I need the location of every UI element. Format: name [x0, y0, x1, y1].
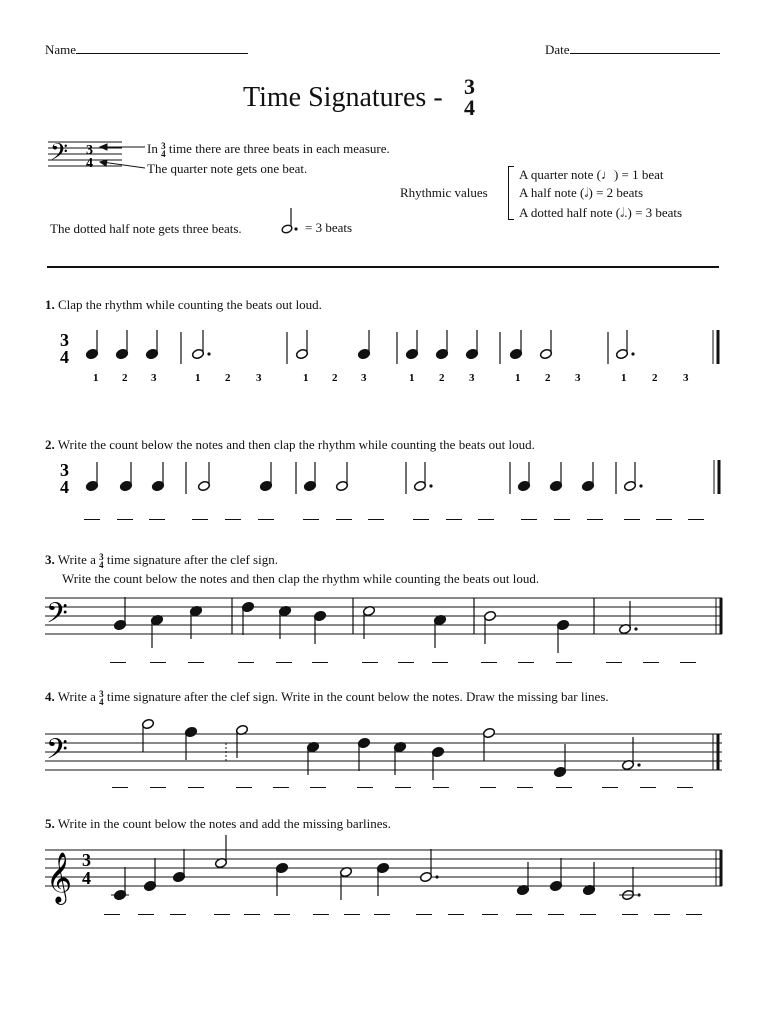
exercise-3-staff — [0, 588, 768, 648]
date-label: Date — [545, 42, 570, 57]
count-label: 2 — [332, 372, 338, 384]
count-blank[interactable] — [432, 662, 448, 663]
count-label: 1 — [303, 372, 309, 384]
exercise-3-text-post: time signature after the clef sign. — [106, 552, 278, 567]
exercise-5-instructions — [45, 817, 391, 830]
count-blank[interactable] — [170, 914, 186, 915]
title-ts-bottom: 4 — [464, 95, 475, 120]
title-text: Time Signatures - — [243, 82, 443, 113]
count-blank[interactable] — [677, 787, 693, 788]
note-dot — [637, 763, 640, 766]
treble-clef-icon: 𝄞 — [46, 853, 73, 902]
rhythmic-value-quarter — [519, 168, 664, 181]
exercise-3-instructions-2: Write the count below the notes and then clap the rhythm while counting the beats out loud. — [62, 571, 540, 586]
count-blank[interactable] — [117, 519, 133, 520]
name-label: Name — [45, 42, 77, 57]
exercise-3-instructions — [45, 553, 278, 569]
count-blank[interactable] — [480, 787, 496, 788]
count-label: 1 — [515, 372, 521, 384]
count-blank[interactable] — [104, 914, 120, 915]
title-ts-top: 3 — [464, 74, 475, 99]
count-label: 2 — [225, 372, 231, 384]
count-blank[interactable] — [310, 787, 326, 788]
count-label: 2 — [545, 372, 551, 384]
exercise-4-inline-ts — [99, 690, 104, 706]
count-blank[interactable] — [622, 914, 638, 915]
count-blank[interactable] — [518, 662, 534, 663]
count-blank[interactable] — [521, 519, 537, 520]
date-field[interactable] — [545, 42, 720, 56]
count-label: 2 — [439, 372, 445, 384]
count-blank[interactable] — [110, 662, 126, 663]
count-blank[interactable] — [274, 914, 290, 915]
inline-ts-bottom: 4 — [161, 149, 166, 160]
count-blank[interactable] — [556, 787, 572, 788]
count-blank[interactable] — [395, 787, 411, 788]
half-note-icon: 𝅗𝅥 — [584, 185, 589, 200]
bass-clef-icon: 𝄢 — [50, 138, 69, 171]
time-signature-top: 3 — [60, 330, 69, 350]
exercise-4-number: 4. — [45, 689, 55, 704]
rv-quarter-pre: A quarter note ( — [519, 167, 601, 182]
date-blank[interactable] — [570, 42, 720, 54]
note-dot — [634, 627, 637, 630]
time-signature-top: 3 — [82, 850, 91, 870]
count-blank[interactable] — [188, 787, 204, 788]
count-blank[interactable] — [214, 914, 230, 915]
count-blank[interactable] — [258, 519, 274, 520]
exercise-1-number: 1. — [45, 297, 55, 312]
count-blank[interactable] — [482, 914, 498, 915]
count-blank[interactable] — [236, 787, 252, 788]
exercise-5-number: 5. — [45, 816, 55, 831]
intro-line-1 — [147, 142, 390, 158]
count-label: 3 — [256, 372, 262, 384]
count-blank[interactable] — [688, 519, 704, 520]
count-blank[interactable] — [656, 519, 672, 520]
note-dot — [639, 484, 642, 487]
rhythmic-values-bracket — [508, 166, 514, 220]
quarter-note-icon: ♩ — [600, 167, 614, 182]
count-blank[interactable] — [313, 914, 329, 915]
rv-quarter-post: ) = 1 beat — [613, 167, 664, 182]
count-label: 1 — [409, 372, 415, 384]
note-dot — [631, 352, 634, 355]
e3-ts-top: 3 — [99, 552, 104, 563]
bass-clef-icon: 𝄢 — [46, 735, 68, 772]
count-blank[interactable] — [225, 519, 241, 520]
e3-ts-bottom: 4 — [99, 560, 104, 571]
count-blank[interactable] — [602, 787, 618, 788]
count-blank[interactable] — [624, 519, 640, 520]
count-blank[interactable] — [192, 519, 208, 520]
count-blank[interactable] — [587, 519, 603, 520]
count-label: 1 — [195, 372, 201, 384]
exercise-4-text-post: time signature after the clef sign. Write in the count below the notes. Draw the missing bar lines. — [106, 689, 609, 704]
rv-half-post: ) = 2 beats — [588, 185, 644, 200]
time-signature-top: 3 — [60, 460, 69, 480]
count-blank[interactable] — [398, 662, 414, 663]
dotted-half-value: = 3 beats — [305, 220, 353, 235]
count-label: 3 — [361, 372, 367, 384]
count-blank[interactable] — [336, 519, 352, 520]
intro-staff — [0, 138, 160, 178]
count-blank[interactable] — [312, 662, 328, 663]
rv-half-pre: A half note ( — [519, 185, 585, 200]
note-dot — [207, 352, 210, 355]
exercise-3-number: 3. — [45, 552, 55, 567]
count-blank[interactable] — [374, 914, 390, 915]
name-field[interactable] — [45, 42, 248, 56]
exercise-4-instructions — [45, 690, 609, 706]
count-blank[interactable] — [238, 662, 254, 663]
exercise-4-text-pre: Write a — [57, 689, 96, 704]
count-blank[interactable] — [84, 519, 100, 520]
note-dot — [637, 893, 640, 896]
count-blank[interactable] — [138, 914, 154, 915]
count-blank[interactable] — [433, 787, 449, 788]
exercise-1-rhythm — [0, 322, 768, 392]
count-blank[interactable] — [276, 662, 292, 663]
dotted-half-text: The dotted half note gets three beats. — [50, 221, 242, 236]
count-label: 2 — [652, 372, 658, 384]
count-label: 3 — [151, 372, 157, 384]
count-blank[interactable] — [654, 914, 670, 915]
count-blank[interactable] — [150, 787, 166, 788]
exercise-2-number: 2. — [45, 437, 55, 452]
count-label: 2 — [122, 372, 128, 384]
name-blank[interactable] — [76, 42, 248, 54]
ts-top: 3 — [86, 143, 93, 158]
exercise-1-instructions — [45, 298, 322, 311]
count-label: 1 — [621, 372, 627, 384]
exercise-2-text: Write the count below the notes and then clap the rhythm while counting the beats out loud. — [57, 437, 535, 452]
dotted-half-note-symbol — [282, 205, 306, 235]
time-signature-bottom: 4 — [60, 347, 69, 367]
count-blank[interactable] — [357, 787, 373, 788]
e4-ts-top: 3 — [99, 689, 104, 700]
count-label: 3 — [469, 372, 475, 384]
count-blank[interactable] — [303, 519, 319, 520]
exercise-4-staff — [0, 718, 768, 778]
rhythmic-value-dotted-half — [519, 206, 682, 219]
count-blank[interactable] — [188, 662, 204, 663]
count-blank[interactable] — [368, 519, 384, 520]
inline-ts-top: 3 — [161, 141, 166, 152]
count-label: 1 — [93, 372, 99, 384]
count-blank[interactable] — [273, 787, 289, 788]
count-blank[interactable] — [548, 914, 564, 915]
count-blank[interactable] — [554, 519, 570, 520]
count-blank[interactable] — [446, 519, 462, 520]
count-blank[interactable] — [244, 914, 260, 915]
count-blank[interactable] — [448, 914, 464, 915]
exercise-3-text-pre: Write a — [57, 552, 96, 567]
count-label: 3 — [575, 372, 581, 384]
exercise-5-staff — [0, 838, 768, 908]
exercise-2-instructions — [45, 438, 535, 451]
count-blank[interactable] — [150, 662, 166, 663]
count-blank[interactable] — [481, 662, 497, 663]
page-title — [243, 84, 443, 112]
note-dot — [429, 484, 432, 487]
time-signature-bottom: 4 — [82, 868, 91, 888]
count-blank[interactable] — [112, 787, 128, 788]
ts-bottom: 4 — [86, 156, 93, 171]
count-blank[interactable] — [416, 914, 432, 915]
rhythmic-value-half — [519, 186, 643, 199]
exercise-5-text: Write in the count below the notes and add the missing barlines. — [57, 816, 391, 831]
section-divider — [47, 266, 719, 268]
intro-line1-pre: In — [147, 141, 158, 156]
count-blank[interactable] — [413, 519, 429, 520]
exercise-3-inline-ts — [99, 553, 104, 569]
count-blank[interactable] — [580, 914, 596, 915]
count-blank[interactable] — [606, 662, 622, 663]
count-blank[interactable] — [478, 519, 494, 520]
intro-line1-post: time there are three beats in each measure. — [168, 141, 390, 156]
e4-ts-bottom: 4 — [99, 697, 104, 708]
title-time-signature — [464, 76, 475, 118]
count-blank[interactable] — [686, 914, 702, 915]
count-blank[interactable] — [516, 914, 532, 915]
count-blank[interactable] — [643, 662, 659, 663]
exercise-2-rhythm — [0, 458, 768, 498]
dotted-half-note-icon: 𝅗𝅥. — [620, 205, 628, 220]
count-blank[interactable] — [556, 662, 572, 663]
count-blank[interactable] — [344, 914, 360, 915]
rv-dotted-pre: A dotted half note ( — [519, 205, 621, 220]
count-blank[interactable] — [680, 662, 696, 663]
time-signature-bottom: 4 — [60, 477, 69, 497]
count-blank[interactable] — [149, 519, 165, 520]
count-blank[interactable] — [362, 662, 378, 663]
note-dot — [435, 875, 438, 878]
inline-ts — [161, 142, 166, 158]
rhythmic-values-label: Rhythmic values — [400, 185, 488, 200]
intro-line-2: The quarter note gets one beat. — [147, 161, 308, 176]
rv-dotted-post: ) = 3 beats — [627, 205, 683, 220]
bass-clef-icon: 𝄢 — [46, 599, 68, 636]
count-label: 3 — [683, 372, 689, 384]
exercise-1-text: Clap the rhythm while counting the beats out loud. — [58, 297, 322, 312]
count-blank[interactable] — [517, 787, 533, 788]
count-blank[interactable] — [640, 787, 656, 788]
